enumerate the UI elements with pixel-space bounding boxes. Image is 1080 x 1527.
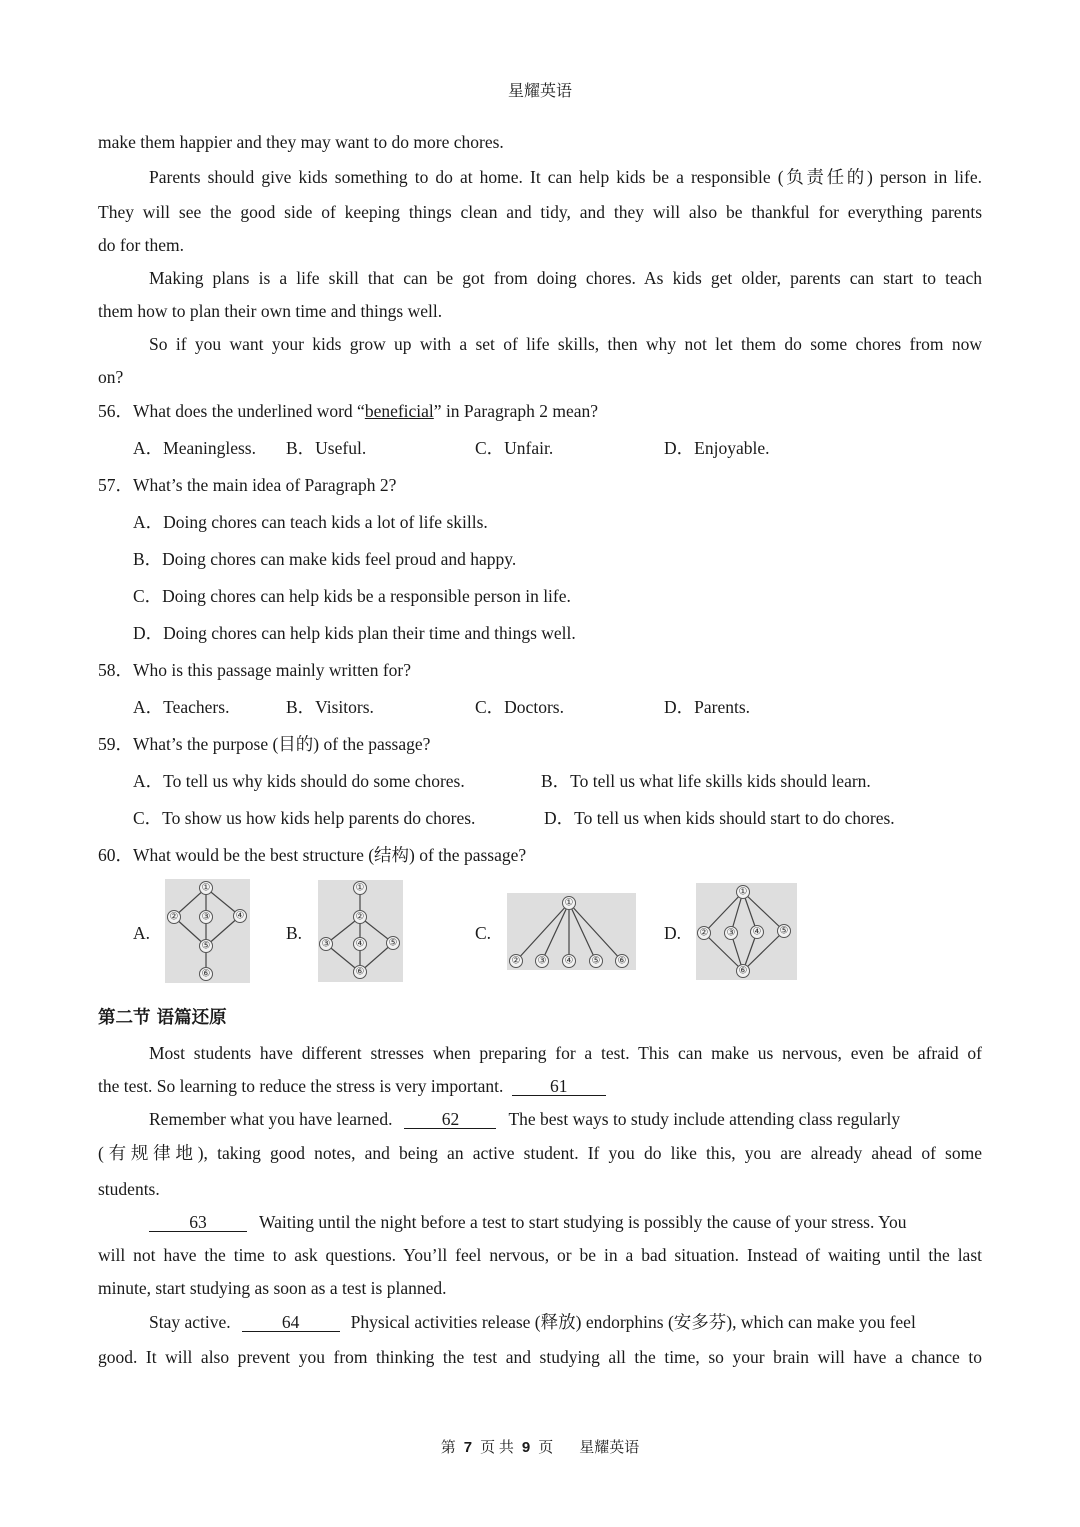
option-60-a-label[interactable]: A. <box>133 923 151 943</box>
blank-61[interactable]: 61 <box>512 1077 606 1096</box>
option-56-a[interactable]: A．Meaningless. <box>133 438 256 458</box>
option-57-c[interactable]: C．Doing chores can help kids be a responsible person in life. <box>133 586 571 606</box>
question-58: 58．Who is this passage mainly written for? <box>98 660 411 680</box>
question-56: 56．What does the underlined word “beneficial” in Paragraph 2 mean? <box>98 401 599 421</box>
page-number: 第 7 页 共 9 页 <box>440 1439 554 1456</box>
passage-line: Parents should give kids something to do at home. It can help kids be a responsible (负责任的) person in life. <box>149 167 982 187</box>
passage-line: good. It will also prevent you from thinking the test and studying all the time, so your brain will have a chance to <box>98 1347 982 1367</box>
passage-line: (有规律地), taking good notes, and being an active student. If you do like this, you are already ahead of some <box>98 1143 982 1163</box>
option-60-c-label[interactable]: C. <box>475 923 492 943</box>
option-56-b[interactable]: B．Useful. <box>286 438 367 458</box>
page-footer <box>0 1436 1080 1457</box>
option-57-b[interactable]: B．Doing chores can make kids feel proud and happy. <box>133 549 517 569</box>
passage-line: on? <box>98 367 124 387</box>
passage-line: the test. So learning to reduce the stress is very important. 61 <box>98 1075 982 1097</box>
passage-line: make them happier and they may want to do more chores. <box>98 132 504 152</box>
node-label: ⑤ <box>388 937 398 949</box>
structure-diagram-d <box>696 883 797 980</box>
node-label: ④ <box>355 938 365 950</box>
node-label: ⑥ <box>201 968 211 980</box>
node-label: ④ <box>564 955 574 967</box>
option-58-a[interactable]: A．Teachers. <box>133 697 230 717</box>
question-60: 60．What would be the best structure (结构) of the passage? <box>98 845 527 865</box>
node-label: ③ <box>726 927 736 939</box>
blank-63[interactable]: 63 <box>149 1213 247 1232</box>
section-title: 第二节 语篇还原 <box>98 1008 227 1028</box>
node-label: ⑤ <box>201 940 211 952</box>
passage-line: will not have the time to ask questions. You’ll feel nervous, or be in a bad situation. Instead of waiting until the last <box>98 1245 982 1265</box>
page-header: 星耀英语 <box>507 83 572 100</box>
blank-64[interactable]: 64 <box>242 1313 340 1332</box>
structure-diagram-a <box>165 879 250 983</box>
underlined-word: beneficial <box>364 401 434 421</box>
option-60-d-label[interactable]: D. <box>664 923 682 943</box>
option-58-b[interactable]: B．Visitors. <box>286 697 374 717</box>
passage-line: students. <box>98 1179 160 1199</box>
passage-line: Remember what you have learned. 62 The best ways to study include attending class regularly <box>149 1109 901 1129</box>
footer-brand: 星耀英语 <box>579 1440 640 1456</box>
question-59: 59．What’s the purpose (目的) of the passage? <box>98 734 431 754</box>
node-label: ④ <box>235 910 245 922</box>
option-56-c[interactable]: C．Unfair. <box>475 438 554 458</box>
structure-diagram-c <box>507 893 636 970</box>
passage-line: do for them. <box>98 235 185 255</box>
node-label: ② <box>169 911 179 923</box>
node-label: ⑥ <box>738 965 748 977</box>
structure-diagram-b <box>318 880 403 982</box>
node-label: ② <box>699 927 709 939</box>
option-60-b-label[interactable]: B. <box>286 923 303 943</box>
node-label: ② <box>511 955 521 967</box>
option-56-d[interactable]: D．Enjoyable. <box>664 438 770 458</box>
passage-line: Making plans is a life skill that can be got from doing chores. As kids get older, parents can start to teach <box>149 268 982 288</box>
node-label: ① <box>201 882 211 894</box>
node-label: ① <box>355 882 365 894</box>
option-57-d[interactable]: D．Doing chores can help kids plan their time and things well. <box>133 623 576 643</box>
question-57: 57．What’s the main idea of Paragraph 2? <box>98 475 397 495</box>
option-58-c[interactable]: C．Doctors. <box>475 697 564 717</box>
passage-line: So if you want your kids grow up with a set of life skills, then why not let them do some chores from now <box>149 334 982 354</box>
passage-line: them how to plan their own time and things well. <box>98 301 443 321</box>
node-label: ⑤ <box>779 925 789 937</box>
option-59-c[interactable]: C．To show us how kids help parents do chores. <box>133 808 476 828</box>
node-label: ① <box>738 886 748 898</box>
option-59-a[interactable]: A．To tell us why kids should do some chores. <box>133 771 465 791</box>
node-label: ⑤ <box>591 955 601 967</box>
passage-line: They will see the good side of keeping things clean and tidy, and they will also be thankful for everything parents <box>98 202 982 222</box>
option-59-d[interactable]: D．To tell us when kids should start to do chores. <box>544 808 895 828</box>
node-label: ③ <box>537 955 547 967</box>
node-label: ⑥ <box>617 955 627 967</box>
node-label: ② <box>355 911 365 923</box>
option-58-d[interactable]: D．Parents. <box>664 697 751 717</box>
node-label: ⑥ <box>355 966 365 978</box>
node-label: ③ <box>201 911 211 923</box>
passage-line: Stay active. 64 Physical activities release (释放) endorphins (安多芬), which can make you feel <box>149 1312 916 1332</box>
option-57-a[interactable]: A．Doing chores can teach kids a lot of life skills. <box>133 512 488 532</box>
passage-line: minute, start studying as soon as a test is planned. <box>98 1278 447 1298</box>
node-label: ① <box>564 897 574 909</box>
blank-62[interactable]: 62 <box>404 1110 496 1129</box>
passage-line: Most students have different stresses when preparing for a test. This can make us nervous, even be afraid of <box>149 1043 982 1063</box>
node-label: ④ <box>752 926 762 938</box>
option-59-b[interactable]: B．To tell us what life skills kids should learn. <box>541 771 871 791</box>
node-label: ③ <box>321 938 331 950</box>
passage-line: 63 Waiting until the night before a test to start studying is possibly the cause of your stress. You <box>149 1211 982 1233</box>
